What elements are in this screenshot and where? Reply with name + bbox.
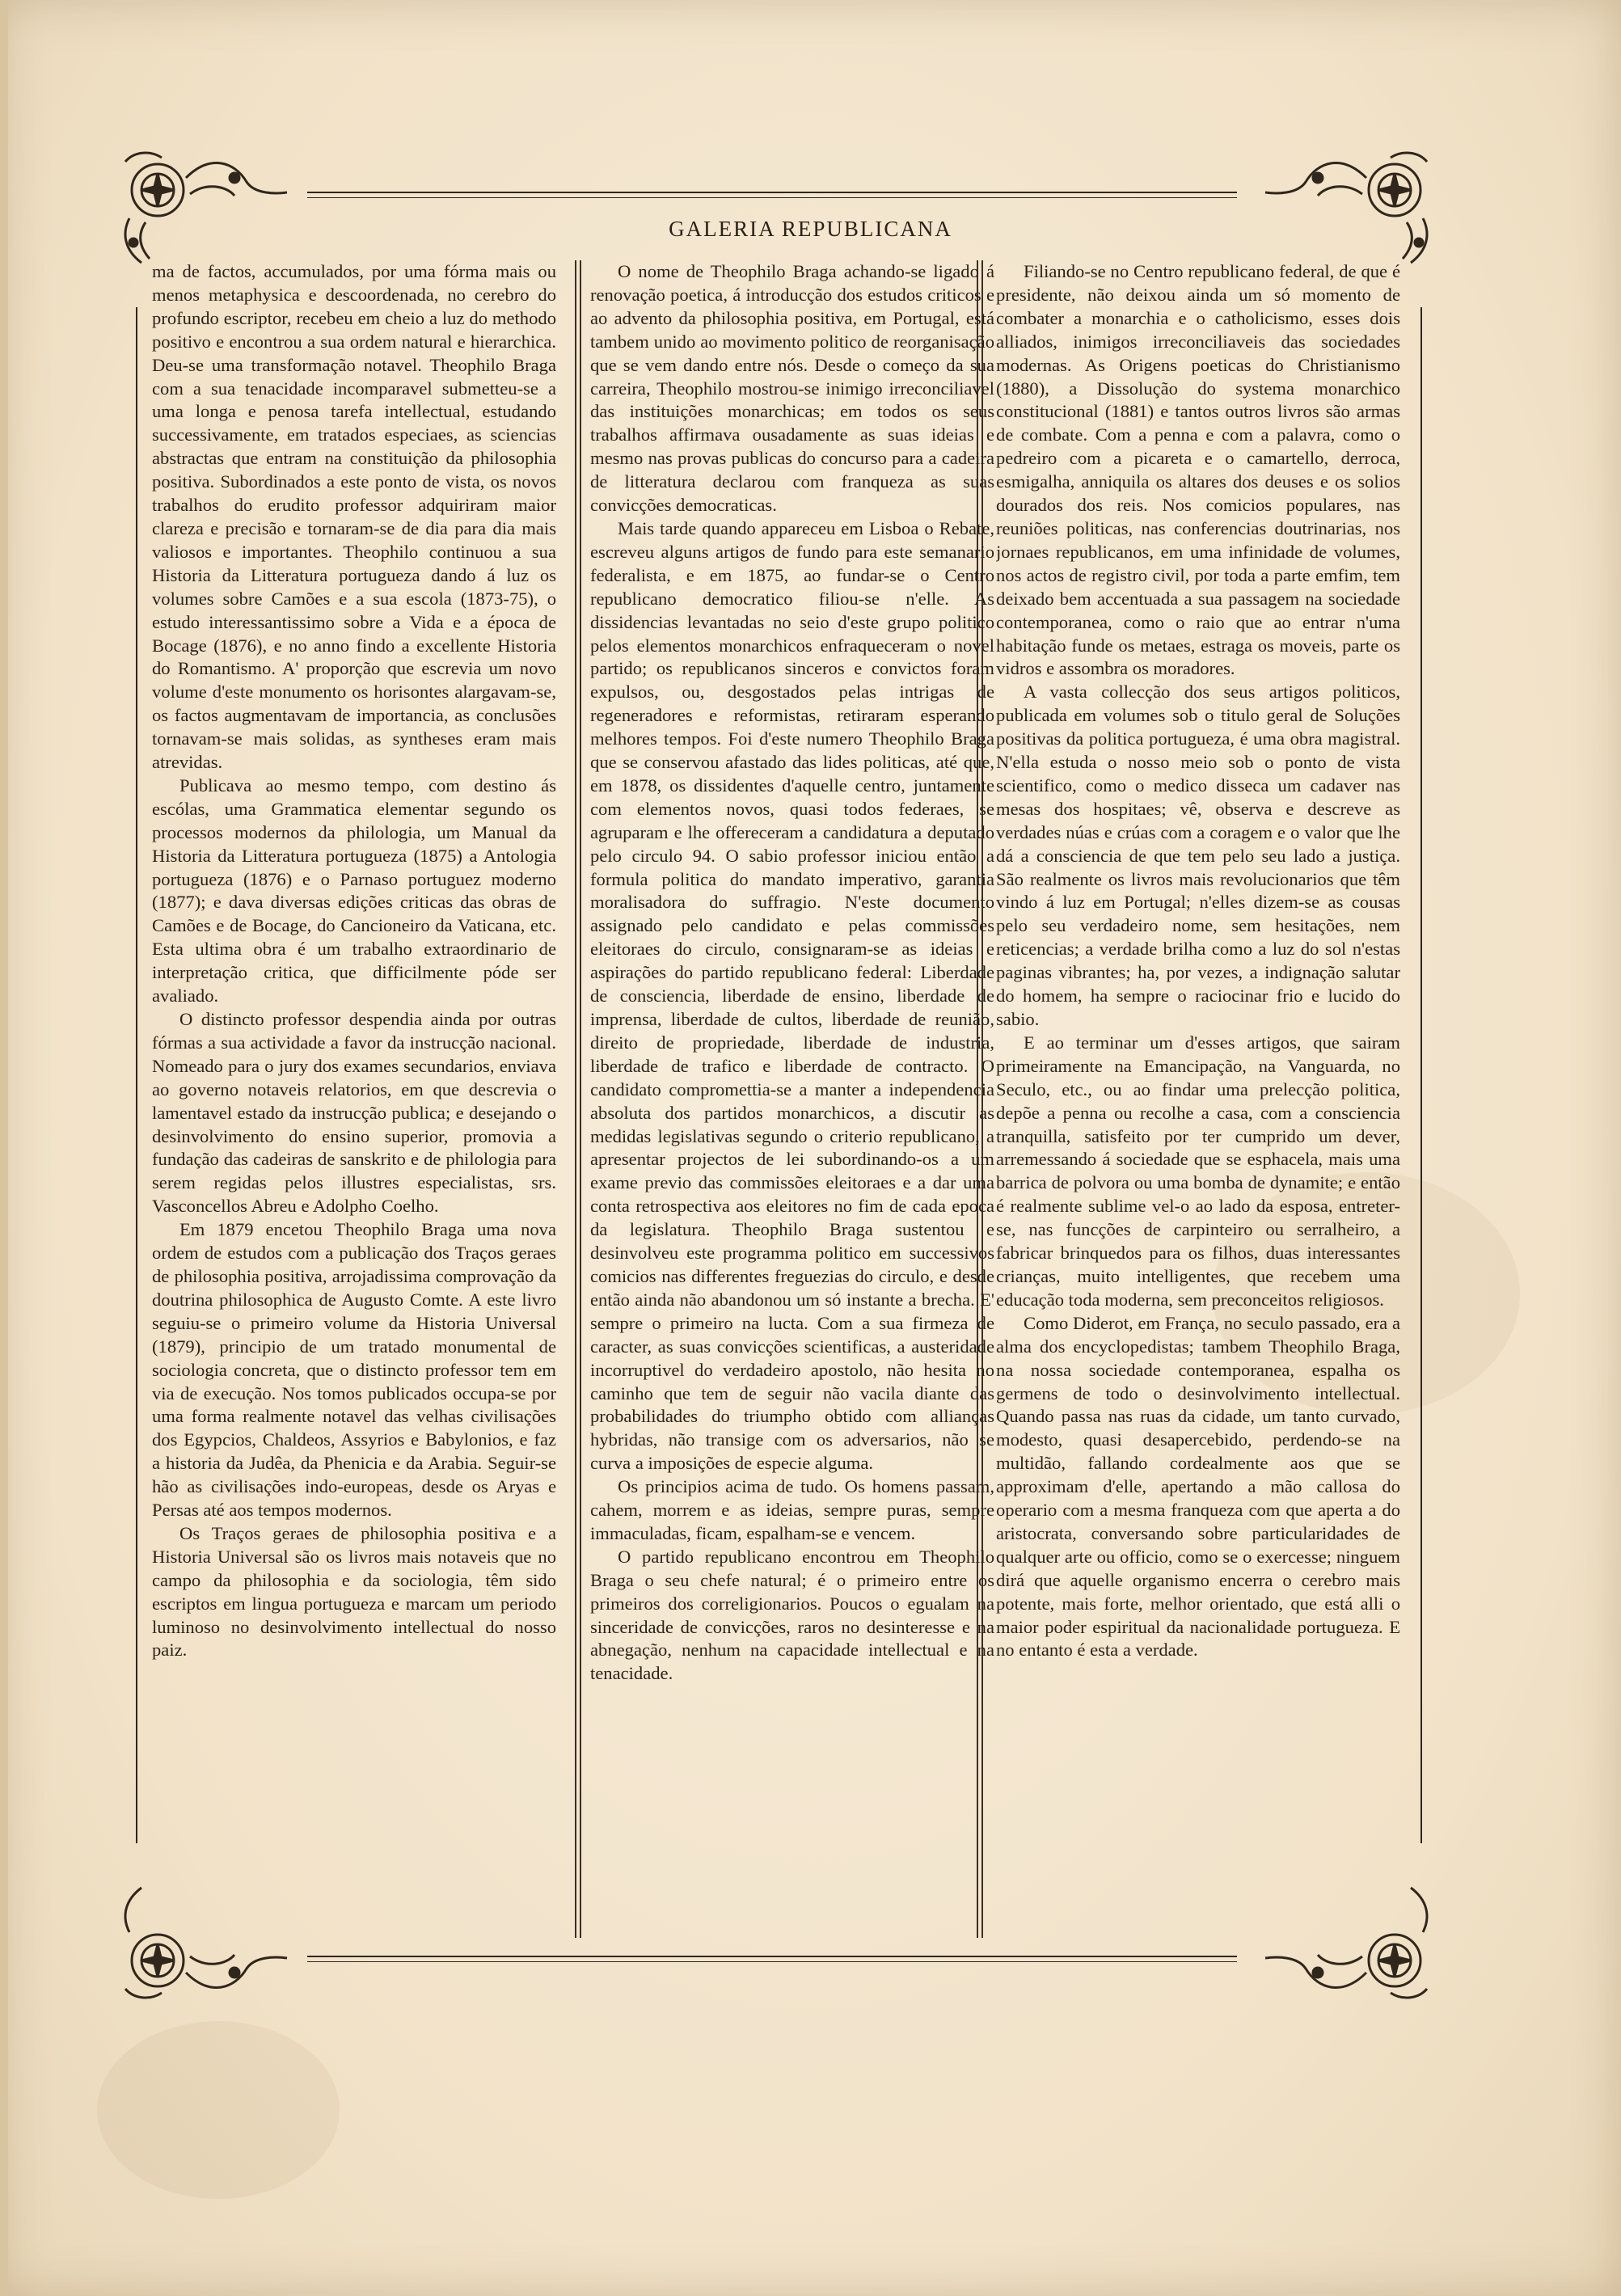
- paragraph: Os principios acima de tudo. Os homens passam, cahem, morrem e as ideias, sempre puras, sempre immaculadas, ficam, espalham-se e vencem.: [590, 1476, 994, 1543]
- column-divider: [580, 260, 581, 1938]
- text-column-3: [996, 260, 1400, 1958]
- paragraph: Como Diderot, em França, no seculo passado, era a alma dos encyclopedistas; tambem Theophilo Braga, na nossa sociedade contemporanea, espalha os germens de todo o desinvolvimento intellectual. Quando passa nas ruas da cidade, um tanto curvado, modesto, quasi desapercebido, perdendo-se na multidão, fallando cordealmente aos que se approximam d'elle, apertando a mão callosa do operario com a mesma franqueza com que aperta a do aristocrata, conversando sobre particularidades de qualquer arte ou officio, como se o exercesse; ninguem dirá que aquelle organismo encerra o cerebro mais potente, mais forte, melhor orientado, que está alli o maior poder espiritual da nacionalidade portugueza. E no entanto é esta a verdade.: [996, 1312, 1400, 1661]
- frame-bottom-rule-thin: [307, 1961, 1237, 1962]
- text-column-2: [590, 260, 994, 1958]
- frame-top-rule-thin: [307, 197, 1237, 198]
- paragraph: Filiando-se no Centro republicano federal, de que é presidente, não deixou ainda um só momento de combater a monarchia e o catholicismo, esses dois alliados, inimigos irreconciliaveis das sociedades modernas. As Origens poeticas do Christianismo (1880), a Dissolução do systema monarchico constitucional (1881) e tantos outros livros são armas de combate. Com a penna e com a palavra, como o pedreiro com a picareta e o camartello, derroca, esmigalha, anniquila os altares dos deuses e os solios dourados dos reis. Nos comicios populares, nas reuniões politicas, nas conferencias doutrinarias, nos jornaes republicanos, em uma infinidade de volumes, nos actos de registro civil, por toda a parte emfim, tem deixado bem accentuada a sua passagem na sociedade contemporanea, como o raio que ao entrar n'uma habitação funde os metaes, estraga os moveis, parte os vidros e assombra os moradores.: [996, 261, 1400, 679]
- paragraph: Publicava ao mesmo tempo, com destino ás escólas, uma Grammatica elementar segundo os processos modernos da philologia, um Manual da Historia da Litteratura portugueza (1875) a Antologia portugueza (1876) e o Parnaso portuguez moderno (1877); e dava diversas edições criticas das obras de Camões e de Bocage, do Cancioneiro da Vaticana, etc. Esta ultima obra é um trabalho extraordinario de interpretação critica, que difficilmente póde ser avaliado.: [152, 774, 556, 1007]
- text-column-1: [152, 260, 556, 1958]
- paragraph: O distincto professor despendia ainda por outras fórmas a sua actividade a favor da instrucção nacional. Nomeado para o jury dos exames secundarios, enviava ao governo notaveis relatorios, em que descrevia o lamentavel estado da instrucção publica; e desejando o desinvolvimento do ensino superior, promovia a fundação das cadeiras de sanskrito e de philologia para serem regidas pelos illustres especialistas, srs. Vasconcellos Abreu e Adolpho Coelho.: [152, 1009, 556, 1217]
- page-edge-shadow: [0, 0, 8, 2296]
- paragraph: A vasta collecção dos seus artigos politicos, publicada em volumes sob o titulo geral de Soluções positivas da politica portugueza, é uma obra magistral. N'ella estuda o nosso meio sob o ponto de vista scientifico, como o medico disseca um cadaver nas mesas dos hospitaes; vê, observa e descreve as verdades núas e crúas com a coragem e o valor que lhe dá a consciencia de que tem pelo seu lado a justiça. São realmente os livros mais revolucionarios que têm vindo á luz em Portugal; n'elles dizem-se as cousas pelo seu verdadeiro nome, sem hesitações, nem reticencias; a verdade brilha como a luz do sol n'estas paginas vibrantes; ha, por vezes, a indignação salutar do homem, ha sempre o raciocinar frio e lucido do sabio.: [996, 682, 1400, 1029]
- paper-stain: [97, 2021, 340, 2199]
- paragraph: Em 1879 encetou Theophilo Braga uma nova ordem de estudos com a publicação dos Traços geraes de philosophia positiva, arrojadissima comprovação da doutrina philosophica de Augusto Comte. A este livro seguiu-se o primeiro volume da Historia Universal (1879), principio de um tratado monumental de sociologia concreta, que o distincto professor tem em via de execução. Nos tomos publicados occupa-se por uma forma realmente notavel das velhas civilisações dos Egypcios, Chaldeos, Assyrios e Babylonios, e faz a historia da Judêa, da Phenicia e da Arabia. Seguir-se hão as civilisações indo-europeas, desde os Aryas e Persas até aos tempos modernos.: [152, 1219, 556, 1521]
- paragraph: E ao terminar um d'esses artigos, que sairam primeiramente na Emancipação, na Vanguarda, no Seculo, etc., ou ao findar uma prelecção politica, depõe a penna ou recolhe a casa, com a consciencia tranquilla, satisfeito por ter cumprido um dever, arremessando á sociedade que se esphacela, mais uma barrica de polvora ou uma bomba de dynamite; e então é realmente sublime vel-o ao lado da esposa, entreter-se, nas funcções de carpinteiro ou serralheiro, a fabricar brinquedos para os filhos, duas interessantes crianças, muito intelligentes, que recebem uma educação toda moderna, sem preconceitos religiosos.: [996, 1032, 1400, 1310]
- frame-right-rule: [1420, 307, 1422, 1843]
- frame-left-rule: [136, 307, 137, 1843]
- paragraph: O nome de Theophilo Braga achando-se ligado á renovação poetica, á introducção dos estudos criticos e ao advento da philosophia positiva, em Portugal, está tambem unido ao movimento politico de reorganisação que se vem dando entre nós. Desde o começo da sua carreira, Theophilo mostrou-se inimigo irreconciliavel das instituições monarchicas; em todos os seus trabalhos affirmava ousadamente as suas ideias e mesmo nas provas publicas do concurso para a cadeira de litteratura declarou com franqueza as suas convicções democraticas.: [590, 261, 994, 516]
- corner-ornament-top-right-icon: [1261, 146, 1439, 267]
- paragraph: Os Traços geraes de philosophia positiva e a Historia Universal são os livros mais notaveis que no campo da philosophia e da sociologia, têm sido escriptos em lingua portugueza e marcam um periodo luminoso no desinvolvimento intellectual do nosso paiz.: [152, 1522, 556, 1661]
- paragraph: O partido republicano encontrou em Theophilo Braga o seu chefe natural; é o primeiro entre os primeiros dos correligionarios. Poucos o egualam na sinceridade de convicções, raros no desinteresse e na abnegação, nenhum na capacidade intellectual e na tenacidade.: [590, 1546, 994, 1684]
- page-title: GALERIA REPUBLICANA: [669, 217, 952, 241]
- column-divider: [575, 260, 576, 1938]
- corner-ornament-top-left-icon: [113, 146, 291, 267]
- paragraph: ma de factos, accumulados, por uma fórma mais ou menos metaphysica e descoordenada, no cerebro do profundo escriptor, recebeu em cheio a luz do methodo positivo e encontrou a sua ordem natural e hierarchica. Deu-se uma transformação notavel. Theophilo Braga com a sua tenacidade incomparavel submetteu-se a uma longa e penosa tarefa intellectual, estudando successivamente, em tratados especiaes, as sciencias abstractas que entram na constituição da philosophia positiva. Subordinados a este ponto de vista, os novos trabalhos do erudito professor adquiriram maior clareza e precisão e tornaram-se de dia para dia mais valiosos e importantes. Theophilo continuou a sua Historia da Litteratura portugueza dando á luz os volumes sobre Camões e a sua escola (1873-75), o estudo interessantissimo sobre a Vida e a época de Bocage (1876), e no anno findo a excellente Historia do Romantismo. A' proporção que escrevia um novo volume d'este monumento os horisontes alargavam-se, os factos augmentavam de importancia, as conclusões tornavam-se mais solidas, as syntheses eram mais atrevidas.: [152, 261, 556, 773]
- paragraph: Mais tarde quando appareceu em Lisboa o Rebate, escreveu alguns artigos de fundo para este semanario federalista, e em 1875, ao fundar-se o Centro republicano democratico filiou-se n'elle. As dissidencias levantadas no seio d'este grupo politico pelos elementos monarchicos enfraqueceram o novel partido; os republicanos sinceros e convictos foram expulsos, ou, desgostados pelas intrigas de regeneradores e reformistas, retiraram esperando melhores tempos. Foi d'este numero Theophilo Braga que se conservou afastado das lides politicas, até que, em 1878, os dissidentes d'aquelle centro, juntamente com elementos novos, quasi todos federaes, se agruparam e lhe offereceram a candidatura a deputado pelo circulo 94. O sabio professor iniciou então a formula politica do mandato imperativo, garantia moralisadora do suffragio. N'este documento assignado pelo candidato e pelas commissões eleitoraes do circulo, consignaram-se as ideias e aspirações do partido republicano federal: Liberdade de consciencia, liberdade de ensino, liberdade de imprensa, liberdade de cultos, liberdade de reunião, direito de propriedade, liberdade de industria, liberdade de trafico e liberdade de contracto. O candidato compromettia-se a manter a independencia absoluta dos partidos monarchicos, a discutir as medidas legislativas segundo o criterio republicano, a apresentar projectos de lei subordinando-os a um exame previo das commissões eleitoraes e a dar uma conta retrospectiva aos eleitores no fim de cada epoca da legislatura. Theophilo Braga sustentou e desinvolveu este programma politico em successivos comicios nas differentes freguezias do circulo, e desde então ainda não abandonou um só instante a brecha. E' sempre o primeiro na lucta. Com a sua firmeza de caracter, as suas convicções scientificas, a austeridade incorruptivel do verdadeiro apostolo, não hesita no caminho que tem de seguir não vacila diante das probabilidades do triumpho obtido com allianças hybridas, não transige com os adversarios, não se curva a imposições de especie alguma.: [590, 517, 994, 1474]
- frame-top-rule: [307, 192, 1237, 193]
